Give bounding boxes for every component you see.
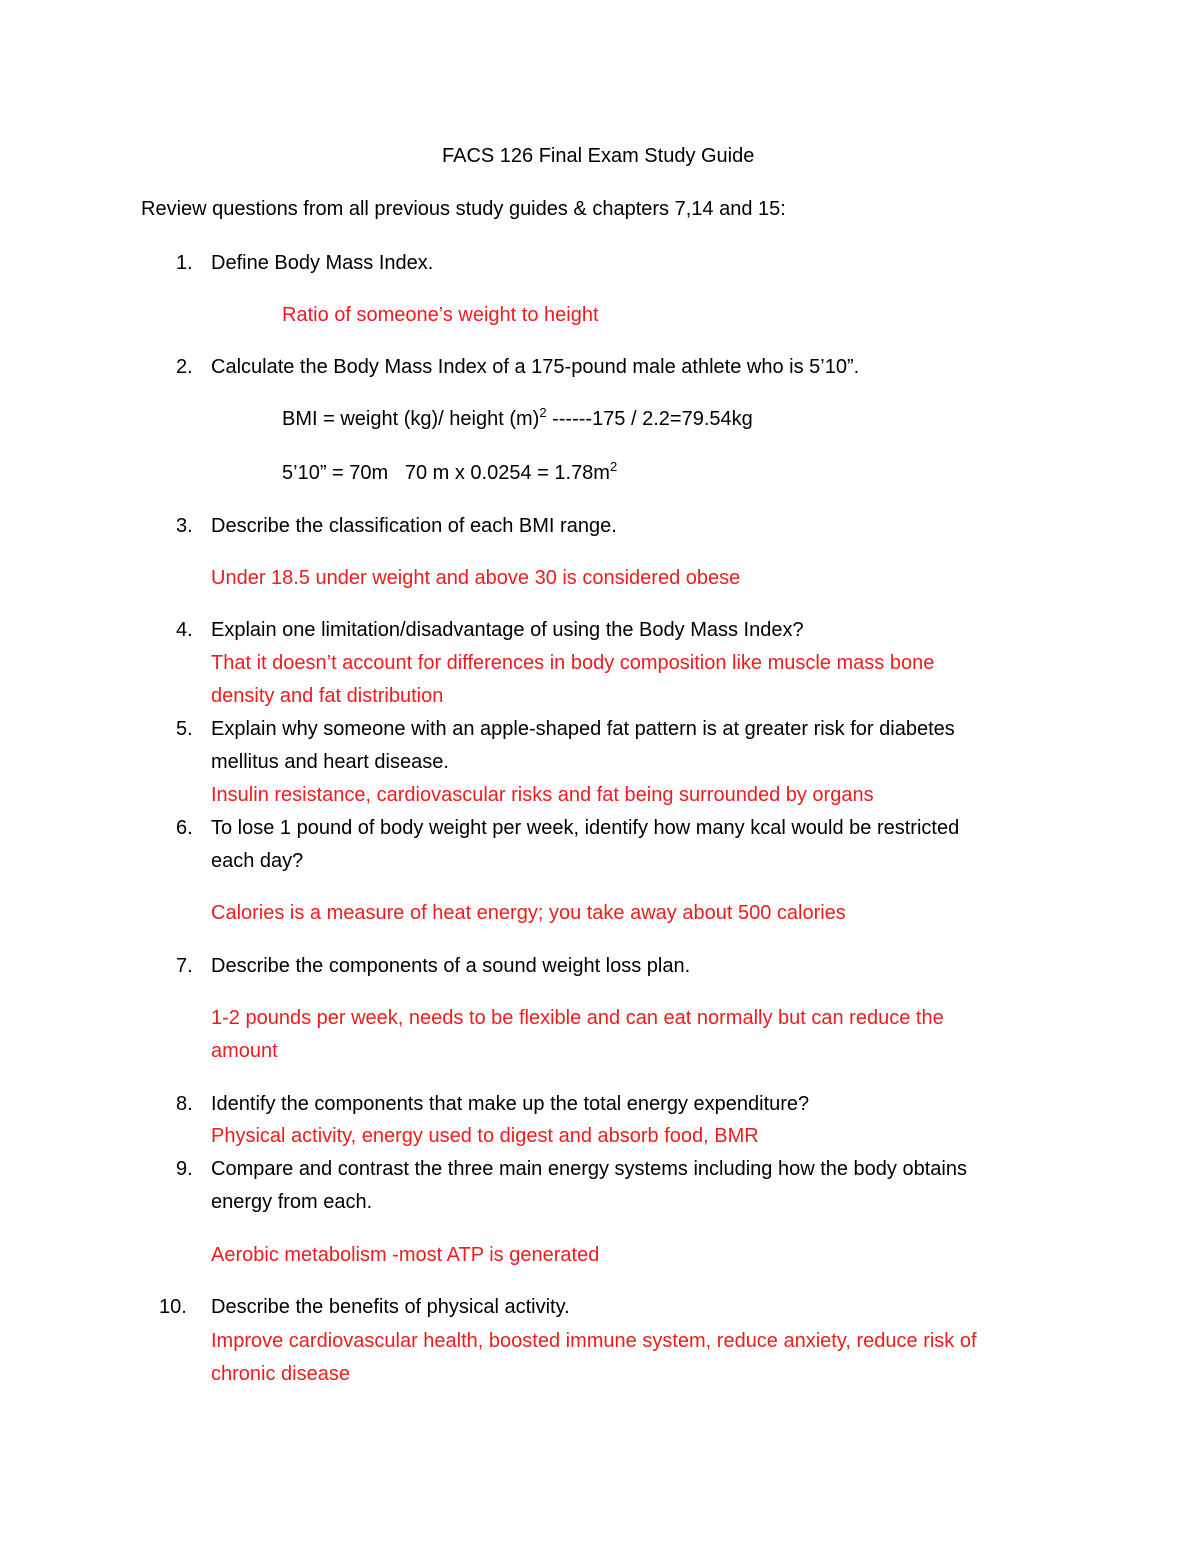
- answer-text: Insulin resistance, cardiovascular risks and fat being surrounded by organs: [211, 784, 874, 806]
- answer-text: Improve cardiovascular health, boosted immune system, reduce anxiety, reduce risk of: [211, 1330, 977, 1352]
- question-text: Describe the benefits of physical activity.: [211, 1296, 570, 1318]
- calculation-text: 5’10” = 70m 70 m x 0.0254 = 1.78m: [282, 462, 610, 484]
- answer-text: 1-2 pounds per week, needs to be flexible and can eat normally but can reduce the: [211, 1007, 944, 1029]
- answer-text: chronic disease: [211, 1363, 350, 1385]
- answer-text: That it doesn’t account for differences in body composition like muscle mass bone: [211, 652, 935, 674]
- question-number: 4.: [176, 619, 193, 641]
- calculation-line: [282, 460, 617, 486]
- answer-text: Calories is a measure of heat energy; you take away about 500 calories: [211, 902, 846, 924]
- question-number: 3.: [176, 515, 193, 537]
- question-text: Define Body Mass Index.: [211, 252, 434, 274]
- question-text: Calculate the Body Mass Index of a 175-pound male athlete who is 5’10”.: [211, 356, 860, 378]
- superscript: 2: [539, 405, 547, 420]
- question-text: Explain why someone with an apple-shaped fat pattern is at greater risk for diabetes: [211, 718, 955, 740]
- question-number: 10.: [159, 1296, 187, 1318]
- answer-text: Aerobic metabolism -most ATP is generated: [211, 1244, 600, 1266]
- calculation-line: [282, 406, 753, 432]
- question-text: Describe the components of a sound weight loss plan.: [211, 955, 691, 977]
- answer-text: Under 18.5 under weight and above 30 is considered obese: [211, 567, 741, 589]
- question-number: 1.: [176, 252, 193, 274]
- question-number: 7.: [176, 955, 193, 977]
- question-text: mellitus and heart disease.: [211, 751, 449, 773]
- question-text: energy from each.: [211, 1191, 373, 1213]
- intro-text: Review questions from all previous study guides & chapters 7,14 and 15:: [141, 198, 786, 220]
- question-text: Compare and contrast the three main energy systems including how the body obtains: [211, 1158, 967, 1180]
- document-title: FACS 126 Final Exam Study Guide: [442, 145, 755, 167]
- answer-text: amount: [211, 1040, 278, 1062]
- answer-text: Physical activity, energy used to digest and absorb food, BMR: [211, 1125, 759, 1147]
- question-text: To lose 1 pound of body weight per week, identify how many kcal would be restricted: [211, 817, 960, 839]
- calculation-text: ------175 / 2.2=79.54kg: [546, 408, 753, 430]
- question-text: Identify the components that make up the total energy expenditure?: [211, 1093, 810, 1115]
- question-text: each day?: [211, 850, 304, 872]
- answer-text: Ratio of someone’s weight to height: [282, 304, 599, 326]
- answer-text: density and fat distribution: [211, 685, 444, 707]
- question-number: 6.: [176, 817, 193, 839]
- question-number: 8.: [176, 1093, 193, 1115]
- calculation-text: BMI = weight (kg)/ height (m): [282, 408, 540, 430]
- question-text: Explain one limitation/disadvantage of using the Body Mass Index?: [211, 619, 804, 641]
- question-number: 9.: [176, 1158, 193, 1180]
- superscript: 2: [609, 459, 618, 474]
- question-number: 2.: [176, 356, 193, 378]
- question-number: 5.: [176, 718, 193, 740]
- question-text: Describe the classification of each BMI range.: [211, 515, 617, 537]
